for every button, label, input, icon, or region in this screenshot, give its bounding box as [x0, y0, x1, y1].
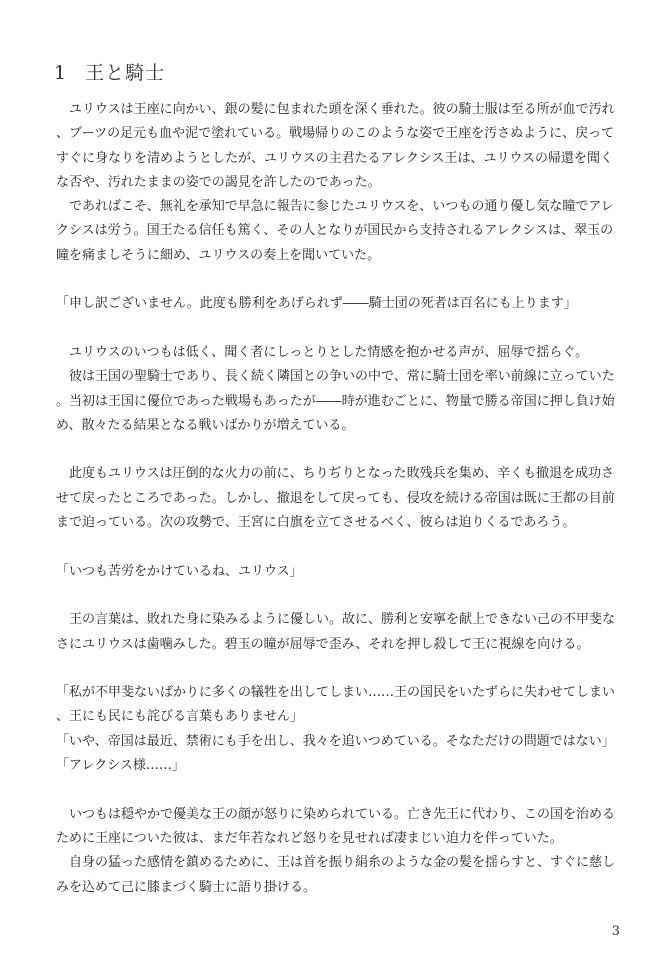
blank-line — [56, 778, 624, 802]
page-number: 3 — [611, 924, 620, 939]
blank-line — [56, 535, 624, 559]
paragraph: 此度もユリウスは圧倒的な火力の前に、ちりぢりとなった敗残兵を集め、辛くも撤退を成功させて戻ったところであった。しかし、撤退をして戻っても、侵攻を続ける帝国は既に王都の目前まで迫っている。次の攻勢で、王宮に白旗を立てさせるべく、彼らは迫りくるであろう。 — [56, 466, 615, 531]
chapter-heading — [54, 58, 165, 85]
paragraph: 彼は王国の聖騎士であり、長く続く隣国との争いの中で、常に騎士団を率い前線に立っていた。当初は王国に優位であった戦場もあったが――時が進むごとに、物量で勝る帝国に押し負け始め、散々たる結果となる戦いばかりが増えている。 — [56, 369, 615, 433]
dialogue-line: 「私が不甲斐ないばかりに多くの犠牲を出してしまい……王の国民をいたずらに失わせてしまい、王にも民にも詫びる言葉もありません」 — [56, 685, 616, 725]
body-text — [56, 98, 624, 900]
blank-line — [56, 657, 624, 681]
paragraph: ユリウスのいつもは低く、聞く者にしっとりとした情感を抱かせる声が、屈辱で揺らぐ。 — [69, 344, 589, 360]
paragraph: ユリウスは王座に向かい、銀の髪に包まれた頭を深く垂れた。彼の騎士服は至る所が血で汚れ、ブーツの足元も血や泥で塗れている。戦場帰りのこのような姿で王座を汚さぬように、戻ってすぐに身なりを清めようとしたが、ユリウスの主君たるアレクシス王は、ユリウスの帰還を聞くな否や、汚れたままの姿での謁見を許したのであった。 — [56, 102, 615, 190]
blank-line — [56, 438, 624, 462]
dialogue-line: 「アレクシス様……」 — [56, 758, 185, 774]
dialogue-line: 「いや、帝国は最近、禁術にも手を出し、我々を追いつめている。そなただけの問題ではない」 — [56, 733, 615, 749]
chapter-number: 1 — [54, 62, 68, 84]
blank-line — [56, 268, 624, 292]
dialogue-line: 「いつも苦労をかけているね、ユリウス」 — [56, 563, 303, 579]
paragraph: 王の言葉は、敗れた身に染みるように優しい。故に、勝利と安寧を献上できない己の不甲斐なさにユリウスは歯噛みした。碧玉の瞳が屈辱で歪み、それを押し殺して王に視線を向ける。 — [56, 612, 616, 652]
blank-line — [56, 584, 624, 608]
chapter-title: 王と騎士 — [85, 62, 166, 84]
blank-line — [56, 317, 624, 341]
paragraph: 自身の猛った感情を鎮めるために、王は首を振り絹糸のような金の髪を揺らすと、すぐに慈しみを込めて己に膝まづく騎士に語り掛ける。 — [56, 855, 616, 895]
dialogue-line: 「申し訳ございません。此度も勝利をあげられず――騎士団の死者は百名にも上ります」 — [56, 296, 577, 312]
paragraph: いつもは穏やかで優美な王の顔が怒りに染められている。亡き先王に代わり、この国を治めるために王座についた彼は、まだ年若なれど怒りを見せれば凄まじい迫力を伴っていた。 — [56, 806, 616, 846]
paragraph: であればこそ、無礼を承知で早急に報告に参じたユリウスを、いつもの通り優し気な瞳でアレクシスは労う。国王たる信任も篤く、その人となりが国民から支持されるアレクシスは、翠玉の瞳を痛ましそうに細め、ユリウスの奏上を聞いていた。 — [56, 199, 614, 263]
